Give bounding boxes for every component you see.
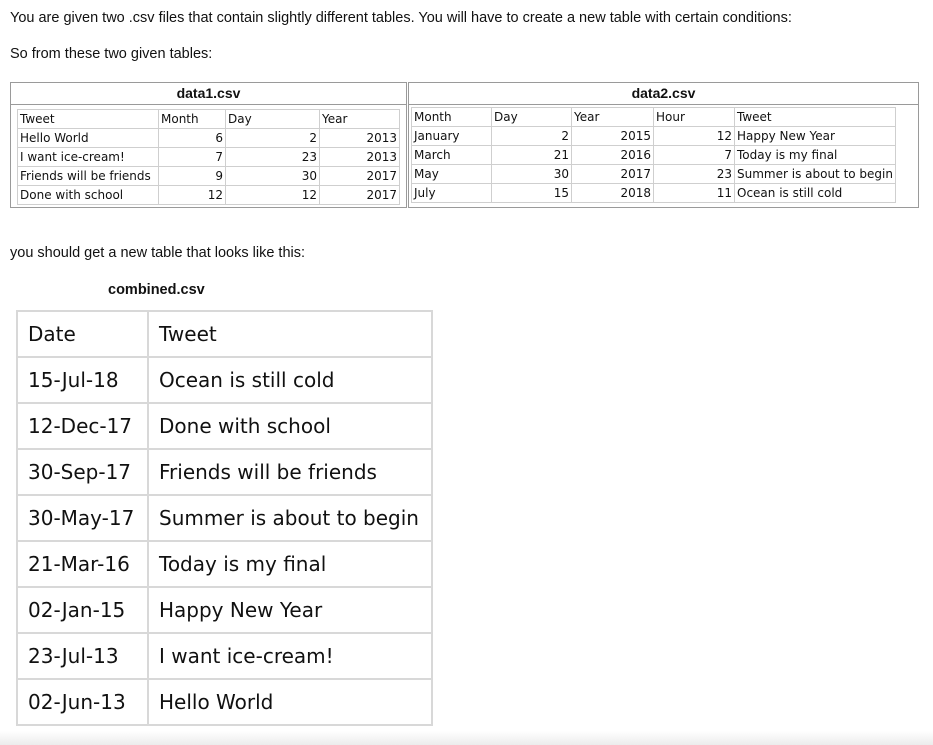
tweet-cell: Friends will be friends [148, 449, 432, 495]
date-cell: 12-Dec-17 [17, 403, 148, 449]
tweet-cell: Ocean is still cold [148, 357, 432, 403]
table-row [412, 146, 896, 165]
data1-table [17, 109, 400, 205]
date-cell: 21-Mar-16 [17, 541, 148, 587]
table-cell: Hello World [18, 129, 159, 148]
column-header: Day [492, 108, 572, 127]
combined-title: combined.csv [108, 282, 205, 298]
column-header: Tweet [148, 311, 432, 357]
column-header: Year [320, 110, 400, 129]
table-cell: January [412, 127, 492, 146]
tweet-cell: Hello World [148, 679, 432, 725]
table-cell: 2017 [572, 165, 654, 184]
table-cell: 11 [654, 184, 735, 203]
table-cell: 21 [492, 146, 572, 165]
table-row [17, 633, 432, 679]
table-row [17, 541, 432, 587]
table-cell: 2017 [320, 186, 400, 205]
table-cell: 2 [492, 127, 572, 146]
date-cell: 02-Jan-15 [17, 587, 148, 633]
table-row [412, 127, 896, 146]
column-header: Date [17, 311, 148, 357]
column-header: Year [572, 108, 654, 127]
table-cell: 7 [654, 146, 735, 165]
data1-title: data1.csv [11, 83, 406, 105]
table-cell: March [412, 146, 492, 165]
table-row [17, 495, 432, 541]
table-cell: 2 [226, 129, 320, 148]
table-cell: I want ice-cream! [18, 148, 159, 167]
table-header-row [412, 108, 896, 127]
table-cell: 15 [492, 184, 572, 203]
table-row [412, 184, 896, 203]
data2-sheet [408, 82, 919, 208]
intro-text: You are given two .csv files that contain slightly different tables. You will have to create a new table with certain conditions: [10, 10, 792, 26]
bottom-edge-shadow [0, 731, 933, 745]
tweet-cell: Happy New Year [148, 587, 432, 633]
table-row [17, 357, 432, 403]
given-tables-text: So from these two given tables: [10, 46, 213, 62]
table-row [412, 165, 896, 184]
table-cell: 23 [654, 165, 735, 184]
column-header: Hour [654, 108, 735, 127]
table-cell: 12 [159, 186, 226, 205]
data2-table [411, 107, 896, 203]
table-cell: 2013 [320, 148, 400, 167]
tweet-cell: Summer is about to begin [148, 495, 432, 541]
table-row [18, 148, 400, 167]
table-cell: 30 [492, 165, 572, 184]
table-cell: 2015 [572, 127, 654, 146]
table-row [18, 129, 400, 148]
column-header: Tweet [18, 110, 159, 129]
table-cell: Done with school [18, 186, 159, 205]
table-cell: 2018 [572, 184, 654, 203]
table-cell: 7 [159, 148, 226, 167]
data2-title: data2.csv [409, 83, 918, 105]
table-row [17, 403, 432, 449]
table-header-row [18, 110, 400, 129]
column-header: Month [412, 108, 492, 127]
table-cell: Today is my final [735, 146, 896, 165]
result-text: you should get a new table that looks like this: [10, 245, 306, 261]
data1-sheet [10, 82, 407, 208]
table-cell: May [412, 165, 492, 184]
table-cell: 2016 [572, 146, 654, 165]
tweet-cell: Today is my final [148, 541, 432, 587]
date-cell: 02-Jun-13 [17, 679, 148, 725]
column-header: Day [226, 110, 320, 129]
table-cell: Ocean is still cold [735, 184, 896, 203]
table-row [17, 587, 432, 633]
date-cell: 23-Jul-13 [17, 633, 148, 679]
table-row [17, 679, 432, 725]
table-cell: July [412, 184, 492, 203]
date-cell: 30-Sep-17 [17, 449, 148, 495]
table-cell: 6 [159, 129, 226, 148]
table-cell: 2017 [320, 167, 400, 186]
table-cell: 9 [159, 167, 226, 186]
table-cell: Friends will be friends [18, 167, 159, 186]
table-cell: 30 [226, 167, 320, 186]
table-row [17, 449, 432, 495]
combined-table [16, 310, 433, 726]
table-cell: 23 [226, 148, 320, 167]
table-cell: 12 [226, 186, 320, 205]
table-cell: Happy New Year [735, 127, 896, 146]
table-cell: 2013 [320, 129, 400, 148]
column-header: Tweet [735, 108, 896, 127]
table-row [18, 186, 400, 205]
date-cell: 15-Jul-18 [17, 357, 148, 403]
tweet-cell: I want ice-cream! [148, 633, 432, 679]
table-row [18, 167, 400, 186]
column-header: Month [159, 110, 226, 129]
date-cell: 30-May-17 [17, 495, 148, 541]
table-cell: Summer is about to begin [735, 165, 896, 184]
table-cell: 12 [654, 127, 735, 146]
table-header-row [17, 311, 432, 357]
tweet-cell: Done with school [148, 403, 432, 449]
